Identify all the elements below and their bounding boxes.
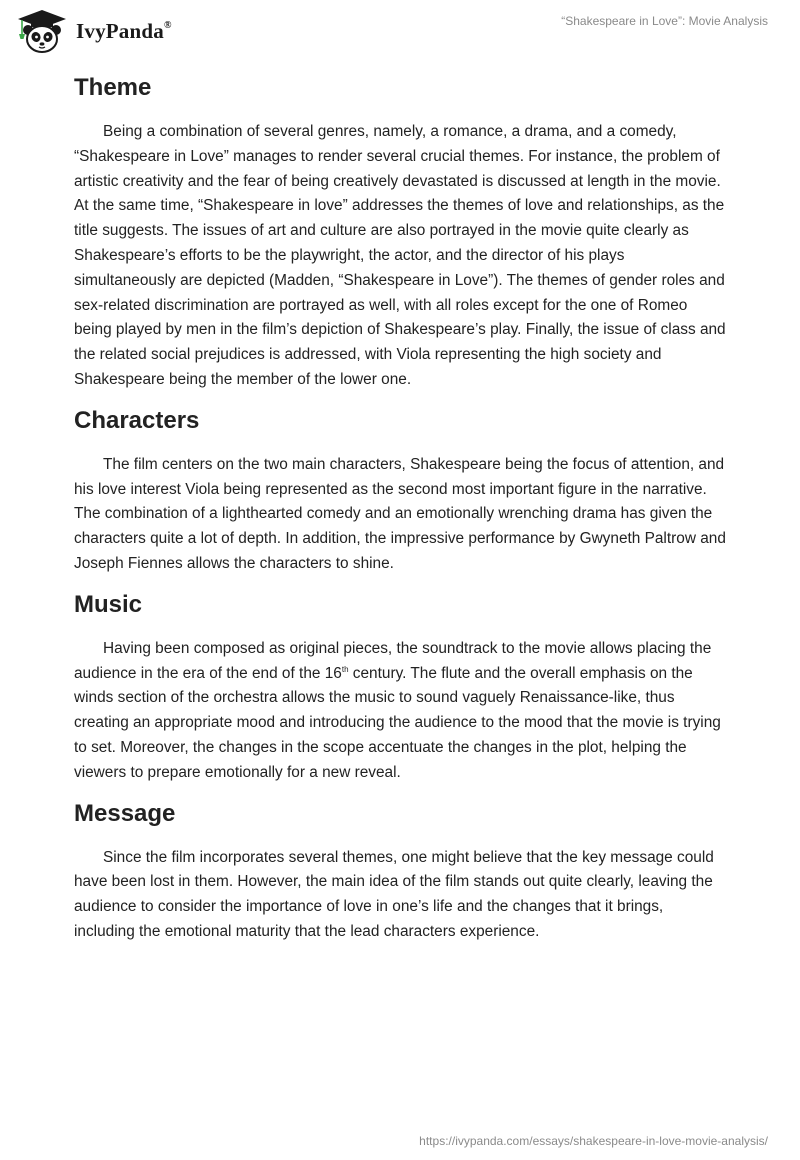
section-characters — [74, 403, 726, 577]
ordinal-suffix: th — [341, 664, 349, 674]
section-music — [74, 587, 726, 786]
section-paragraph: Being a combination of several genres, namely, a romance, a drama, and a comedy, “Shakespeare in Love” manages to render several crucial themes. For instance, the problem of artistic creativity and the fear of being creatively devastated is discussed at length in the movie. At the same time, “Shakespeare in love” addresses the themes of love and relationships, as the title suggests. The issues of art and culture are also portrayed in the movie quite clearly as Shakespeare’s efforts to be the playwright, the actor, and the director of his plays simultaneously are depicted (Madden, “Shakespeare in Love”). The themes of gender roles and sex-related discrimination are portrayed as well, with all roles except for the one of Romeo being played by men in the film’s depiction of Shakespeare’s play. Finally, the issue of class and the related social prejudices is addressed, with Viola representing the high society and Shakespeare being the member of the lower one. — [74, 123, 726, 388]
section-heading: Characters — [74, 406, 200, 434]
page-header — [0, 0, 800, 60]
section-paragraph — [74, 637, 726, 786]
paragraph-text-start: Having been composed as original pieces, the soundtrack to the movie allows placing the audience in the era of the end of the 16 — [74, 639, 712, 682]
essay-body — [74, 70, 726, 955]
section-heading: Message — [74, 799, 176, 827]
running-title: “Shakespeare in Love”: Movie Analysis — [561, 14, 768, 28]
section-heading: Music — [74, 590, 143, 618]
section-message — [74, 796, 726, 945]
brand-name-text: IvyPanda — [76, 18, 164, 43]
brand-logo[interactable] — [14, 8, 172, 54]
panda-logo-icon — [14, 8, 70, 54]
source-url-link[interactable]: https://ivypanda.com/essays/shakespeare-in-love-movie-analysis/ — [419, 1134, 768, 1148]
registered-mark: ® — [163, 19, 172, 31]
section-paragraph: The film centers on the two main characters, Shakespeare being the focus of attention, and his love interest Viola being represented as the second most important figure in the narrative. The combination of a lighthearted comedy and an emotionally wrenching drama has given the characters quite a lot of depth. In addition, the impressive performance by Gwyneth Paltrow and Joseph Fiennes allows the characters to shine. — [74, 455, 726, 572]
section-theme — [74, 70, 726, 393]
brand-name — [76, 19, 172, 44]
section-paragraph: Since the film incorporates several themes, one might believe that the key message could have been lost in them. However, the main idea of the film stands out quite clearly, leaving the audience to consider the importance of love in one’s life and the changes that it brings, including the emotional maturity that the lead characters experience. — [74, 848, 714, 940]
paragraph-text-end: century. The flute and the overall emphasis on the winds section of the orchestra allows the music to sound vaguely Renaissance-like, thus creating an appropriate mood and introducing the audience to the mood that the movie is trying to set. Moreover, the changes in the scope accentuate the changes in the plot, helping the viewers to prepare emotionally for a new reveal. — [74, 664, 721, 781]
section-heading: Theme — [74, 74, 152, 101]
